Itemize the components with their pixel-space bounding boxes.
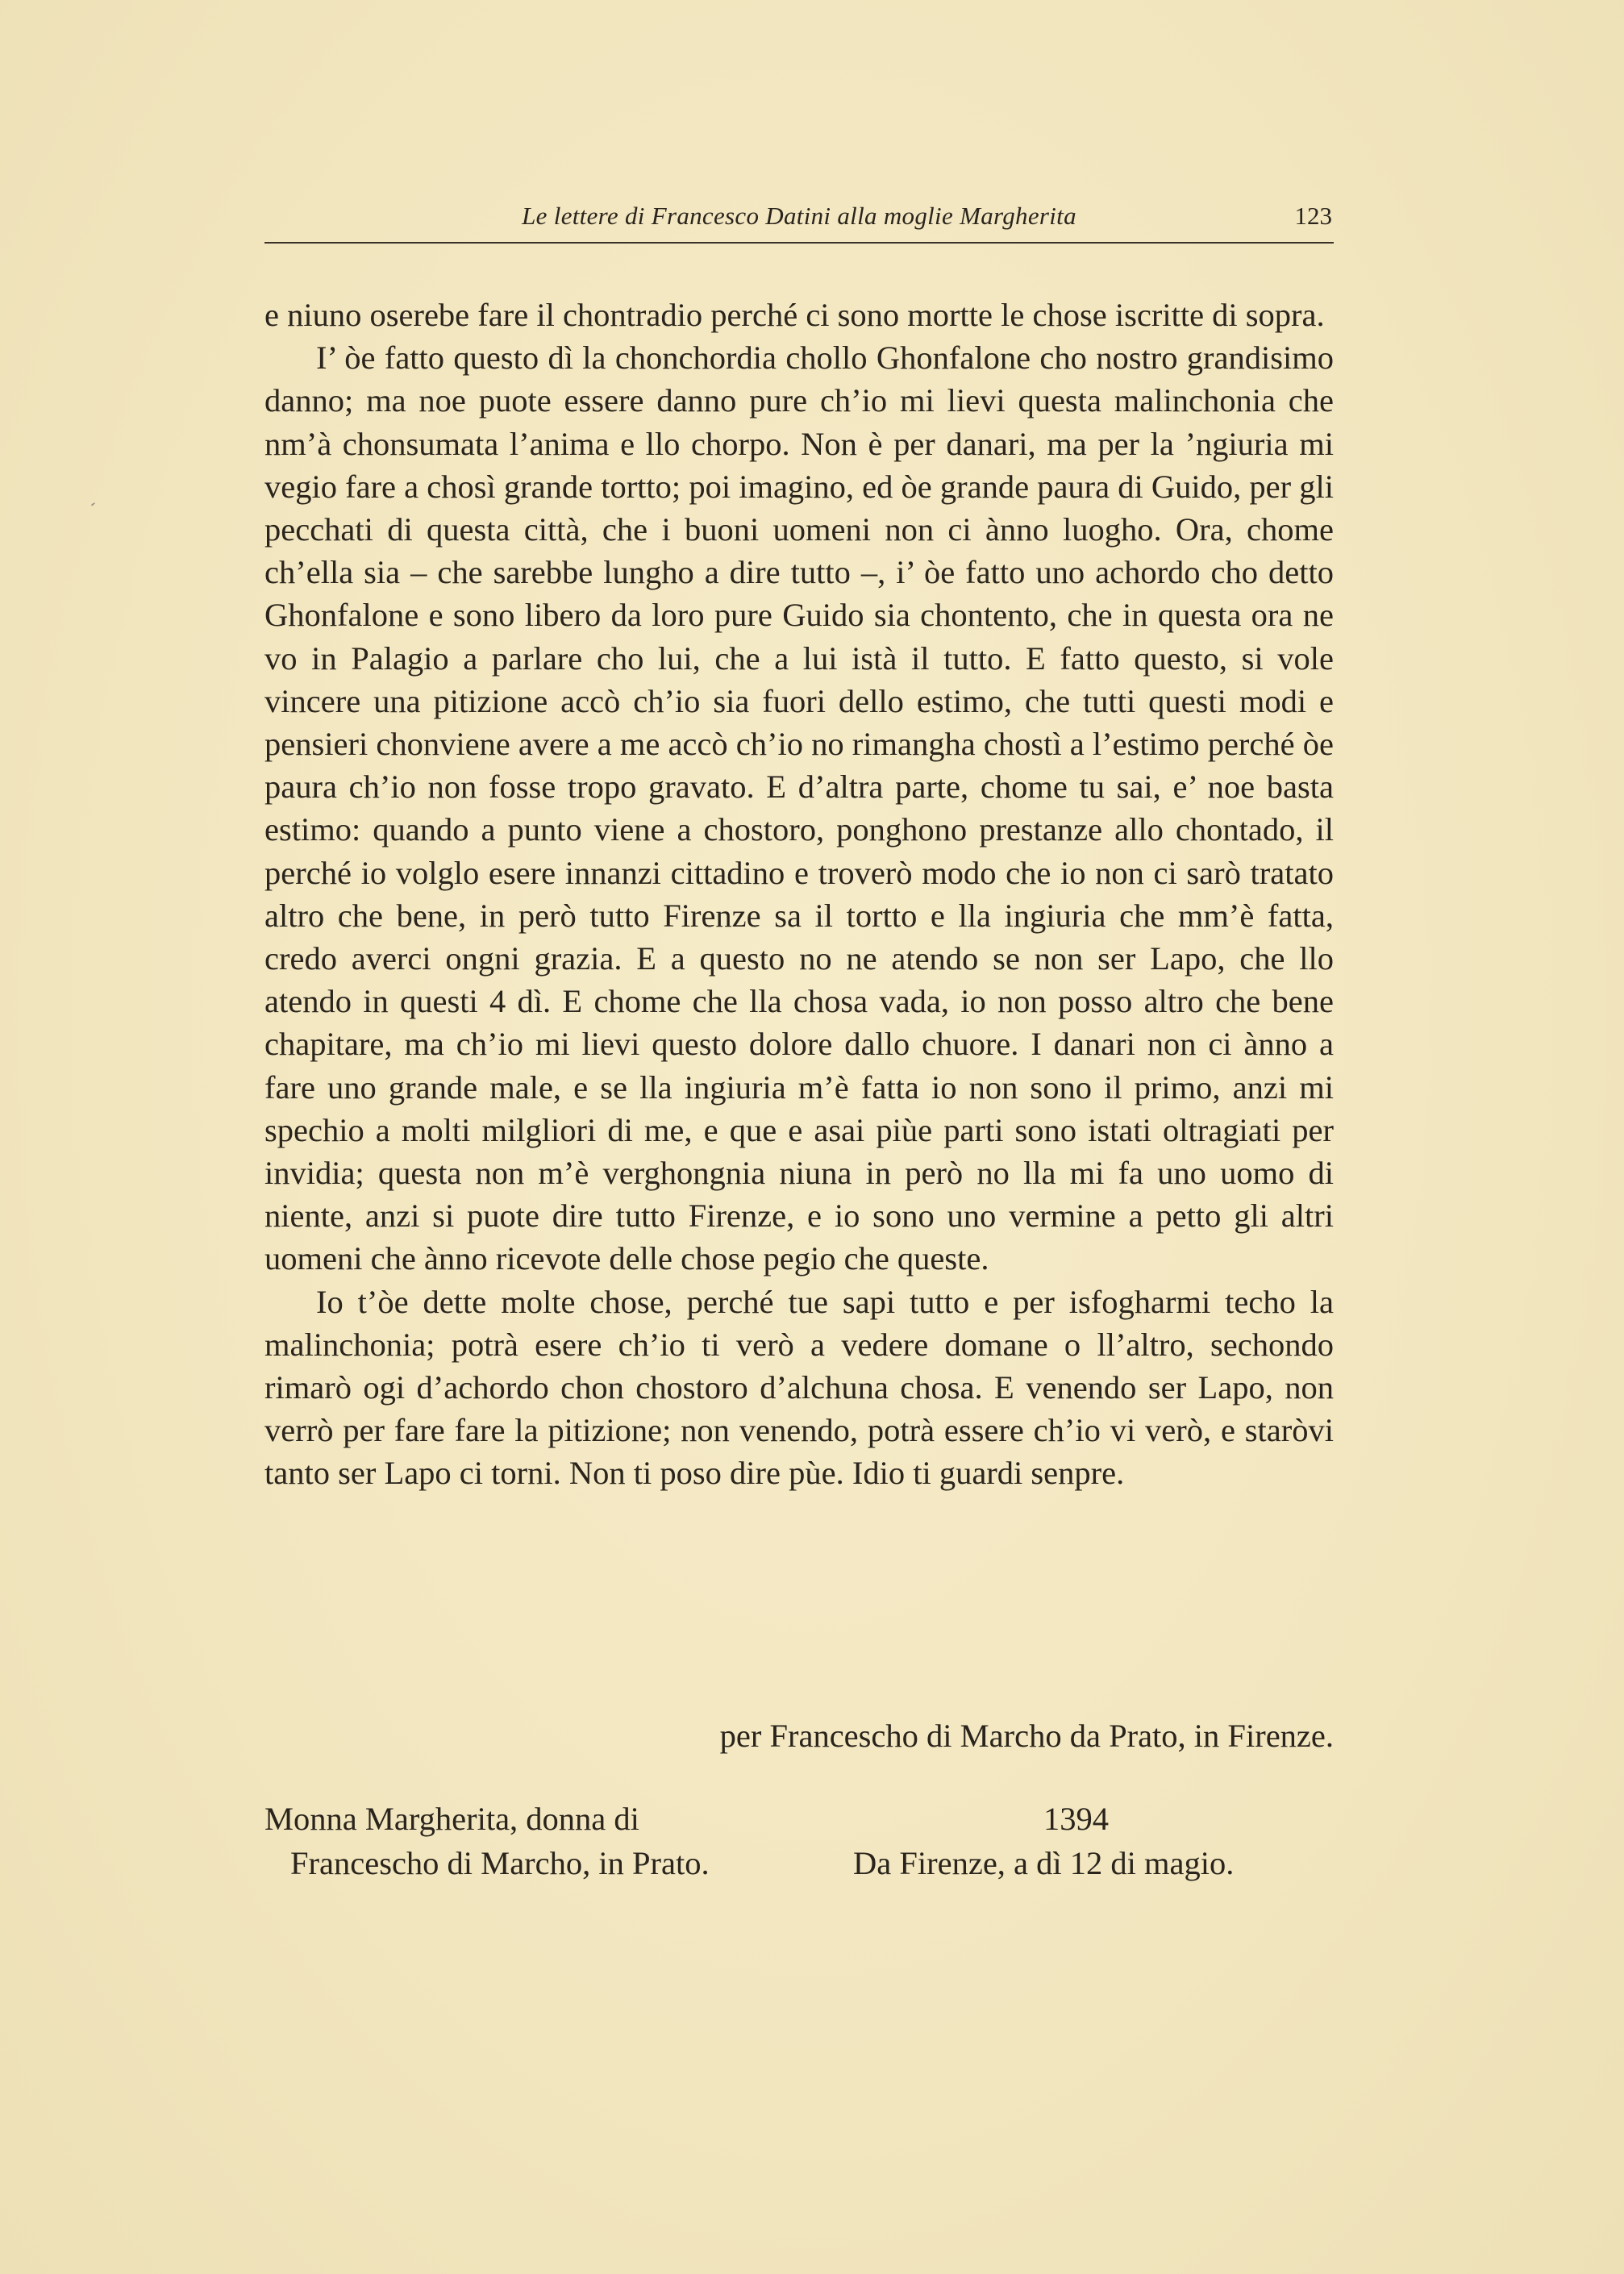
signature-line: per Francescho di Marcho da Prato, in Firenze. — [719, 1718, 1334, 1754]
paragraph: I’ òe fatto questo dì la chonchordia chollo Ghonfalone cho nostro grandisimo danno; ma noe puote essere danno pure ch’io mi lievi questa malinchonia che nm’à chonsumata l’anima e llo chorpo. Non è per danari, ma per la ’ngiuria mi vegio fare a chosì grande tortto; poi imagino, ed òe grande paura di Guido, per gli pecchati di questa città, che i buoni uomeni non ci ànno luogho. Ora, chome ch’ella sia – che sarebbe lungho a dire tutto –, i’ òe fatto uno achordo cho detto Ghonfalone e sono libero da loro pure Guido sia chontento, che in questa ora ne vo in Palagio a parlare cho lui, che a lui istà il tutto. E fatto questo, si vole vincere una pitizione accò ch’io sia fuori dello estimo, che tutti questi modi e pensieri chonviene avere a me accò ch’io no rimangha chostì a l’estimo perché òe paura ch’io non fosse tropo gravato. E d’altra parte, chome tu sai, e’ noe basta estimo: quando a punto viene a chostoro, ponghono prestanze allo chontado, il perché io volglo esere innanzi cittadino e troverò modo che io non ci sarò tratato altro che bene, in però tutto Firenze sa il tortto e lla ingiuria che mm’è fatta, credo averci ongni grazia. E a questo no ne atendo se non ser Lapo, che llo atendo in questi 4 dì. E chome che lla chosa vada, io non posso altro che bene chapitare, ma ch’io mi lievi questo dolore dallo chuore. I danari non ci ànno a fare uno grande male, e se lla ingiuria m’è fatta io non sono il primo, anzi mi spechio a molti milgliori di me, e que e asai piùe parti sono istati oltragiati per invidia; questa non m’è verghongnia niuna in però no lla mi fa uno uomo di niente, anzi si puote dire tutto Firenze, e io sono uno vermine a petto gli altri uomeni che ànno ricevote delle chose pegio che queste. — [264, 339, 1334, 1277]
recipient-address — [264, 1797, 710, 1885]
place-and-date: Da Firenze, a dì 12 di magio. — [853, 1845, 1235, 1881]
running-head — [264, 200, 1334, 244]
margin-mark: ‘ — [83, 498, 99, 518]
address-line-2: Francescho di Marcho, in Prato. — [290, 1845, 710, 1881]
address-line-1: Monna Margherita, donna di — [264, 1801, 639, 1837]
running-title: Le lettere di Francesco Datini alla moglie Margherita — [522, 202, 1076, 230]
letter-year: 1394 — [1043, 1801, 1109, 1837]
letter-body — [264, 294, 1334, 1495]
paragraph: Io t’òe dette molte chose, perché tue sapi tutto e per isfogharmi techo la malinchonia; potrà esere ch’io ti verò a vedere domane o ll’altro, sechondo rimarò ogi d’achordo chon chostoro d’alchuna chosa. E venendo ser Lapo, non verrò per fare fare la pitizione; non venendo, potrà essere ch’io vi verò, e staròvi tanto ser Lapo ci torni. Non ti poso dire pùe. Idio ti guardi senpre. — [264, 1283, 1334, 1492]
paragraph-continuation: e niuno oserebe fare il chontradio perché ci sono mortte le chose iscritte di sopra. — [264, 297, 1325, 333]
page-number: 123 — [1294, 202, 1332, 230]
dateline — [853, 1797, 1234, 1885]
